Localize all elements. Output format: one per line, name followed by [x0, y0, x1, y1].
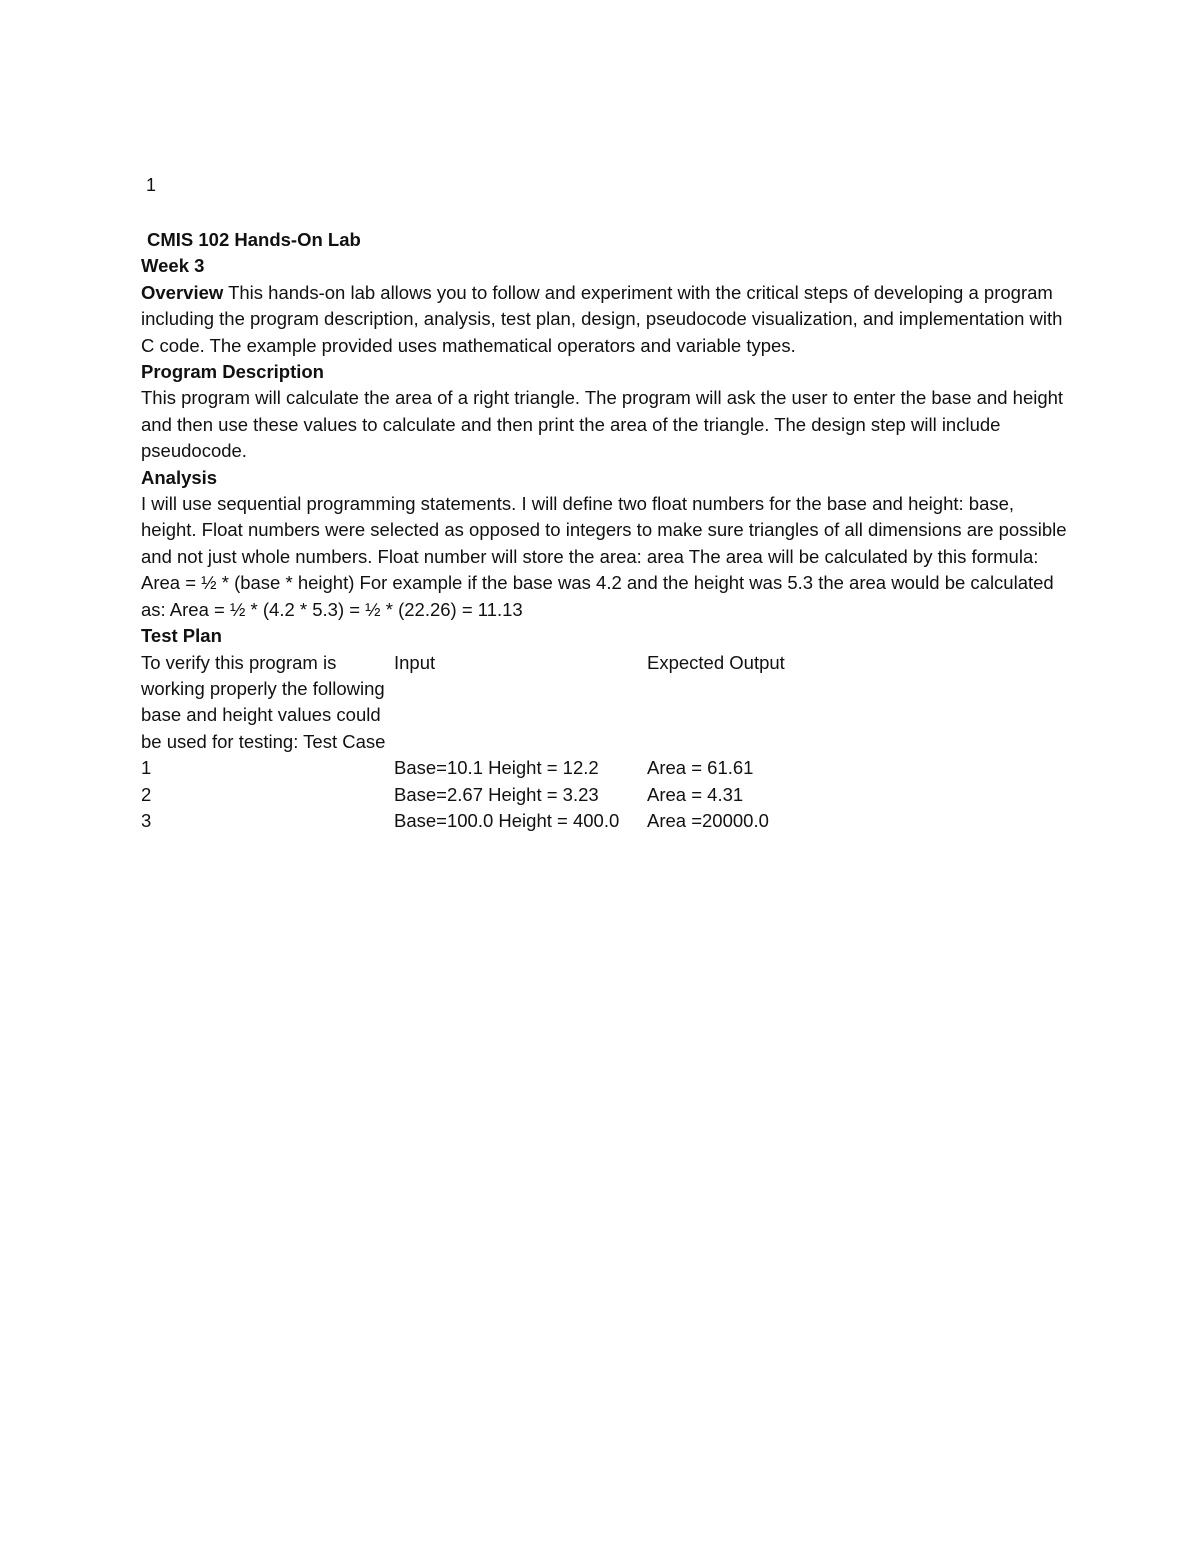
test-plan-table	[141, 650, 977, 835]
document-body	[141, 227, 1071, 834]
test-case-number: 3	[141, 809, 152, 831]
test-plan-header-row	[141, 650, 977, 756]
test-case-header: To verify this program is working properly the following base and height values could be used for testing: Test Case	[141, 651, 386, 752]
table-row	[141, 808, 977, 834]
week-heading: Week 3	[141, 255, 205, 277]
expected-output-header: Expected Output	[647, 651, 785, 673]
test-plan-heading: Test Plan	[141, 625, 222, 647]
test-input: Base=100.0 Height = 400.0	[394, 809, 620, 831]
test-input: Base=2.67 Height = 3.23	[394, 783, 599, 805]
table-row	[141, 755, 977, 781]
overview-heading: Overview	[141, 281, 224, 303]
page-number: 1	[146, 175, 157, 195]
overview-text: This hands-on lab allows you to follow and experiment with the critical steps of developing a program including the program description, analysis, test plan, design, pseudocode visualization, and implementation with C code. The example provided uses mathematical operators and variable types.	[141, 281, 1063, 356]
table-row	[141, 782, 977, 808]
program-description-heading: Program Description	[141, 361, 324, 383]
program-description-text: This program will calculate the area of a right triangle. The program will ask the user to enter the base and height and then use these values to calculate and then print the area of the triangle. The design step will include pseudocode.	[141, 387, 1064, 462]
analysis-heading: Analysis	[141, 466, 218, 488]
test-expected-output: Area = 4.31	[647, 783, 744, 805]
test-case-number: 1	[141, 757, 152, 779]
test-case-number: 2	[141, 783, 152, 805]
input-header: Input	[394, 651, 436, 673]
test-input: Base=10.1 Height = 12.2	[394, 757, 599, 779]
document-title: CMIS 102 Hands-On Lab	[147, 229, 361, 250]
analysis-text: I will use sequential programming statements. I will define two float numbers for the base and height: base, height. Float numbers were selected as opposed to integers to make sure triangles of all dimensions are possible and not just whole numbers. Float number will store the area: area The area will be calculated by this formula: Area = ½ * (base * height) For example if the base was 4.2 and the height was 5.3 the area would be calculated as: Area = ½ * (4.2 * 5.3) = ½ * (22.26) = 11.13	[141, 493, 1067, 620]
test-expected-output: Area = 61.61	[647, 757, 754, 779]
test-expected-output: Area =20000.0	[647, 809, 769, 831]
overview-paragraph	[141, 280, 1071, 359]
